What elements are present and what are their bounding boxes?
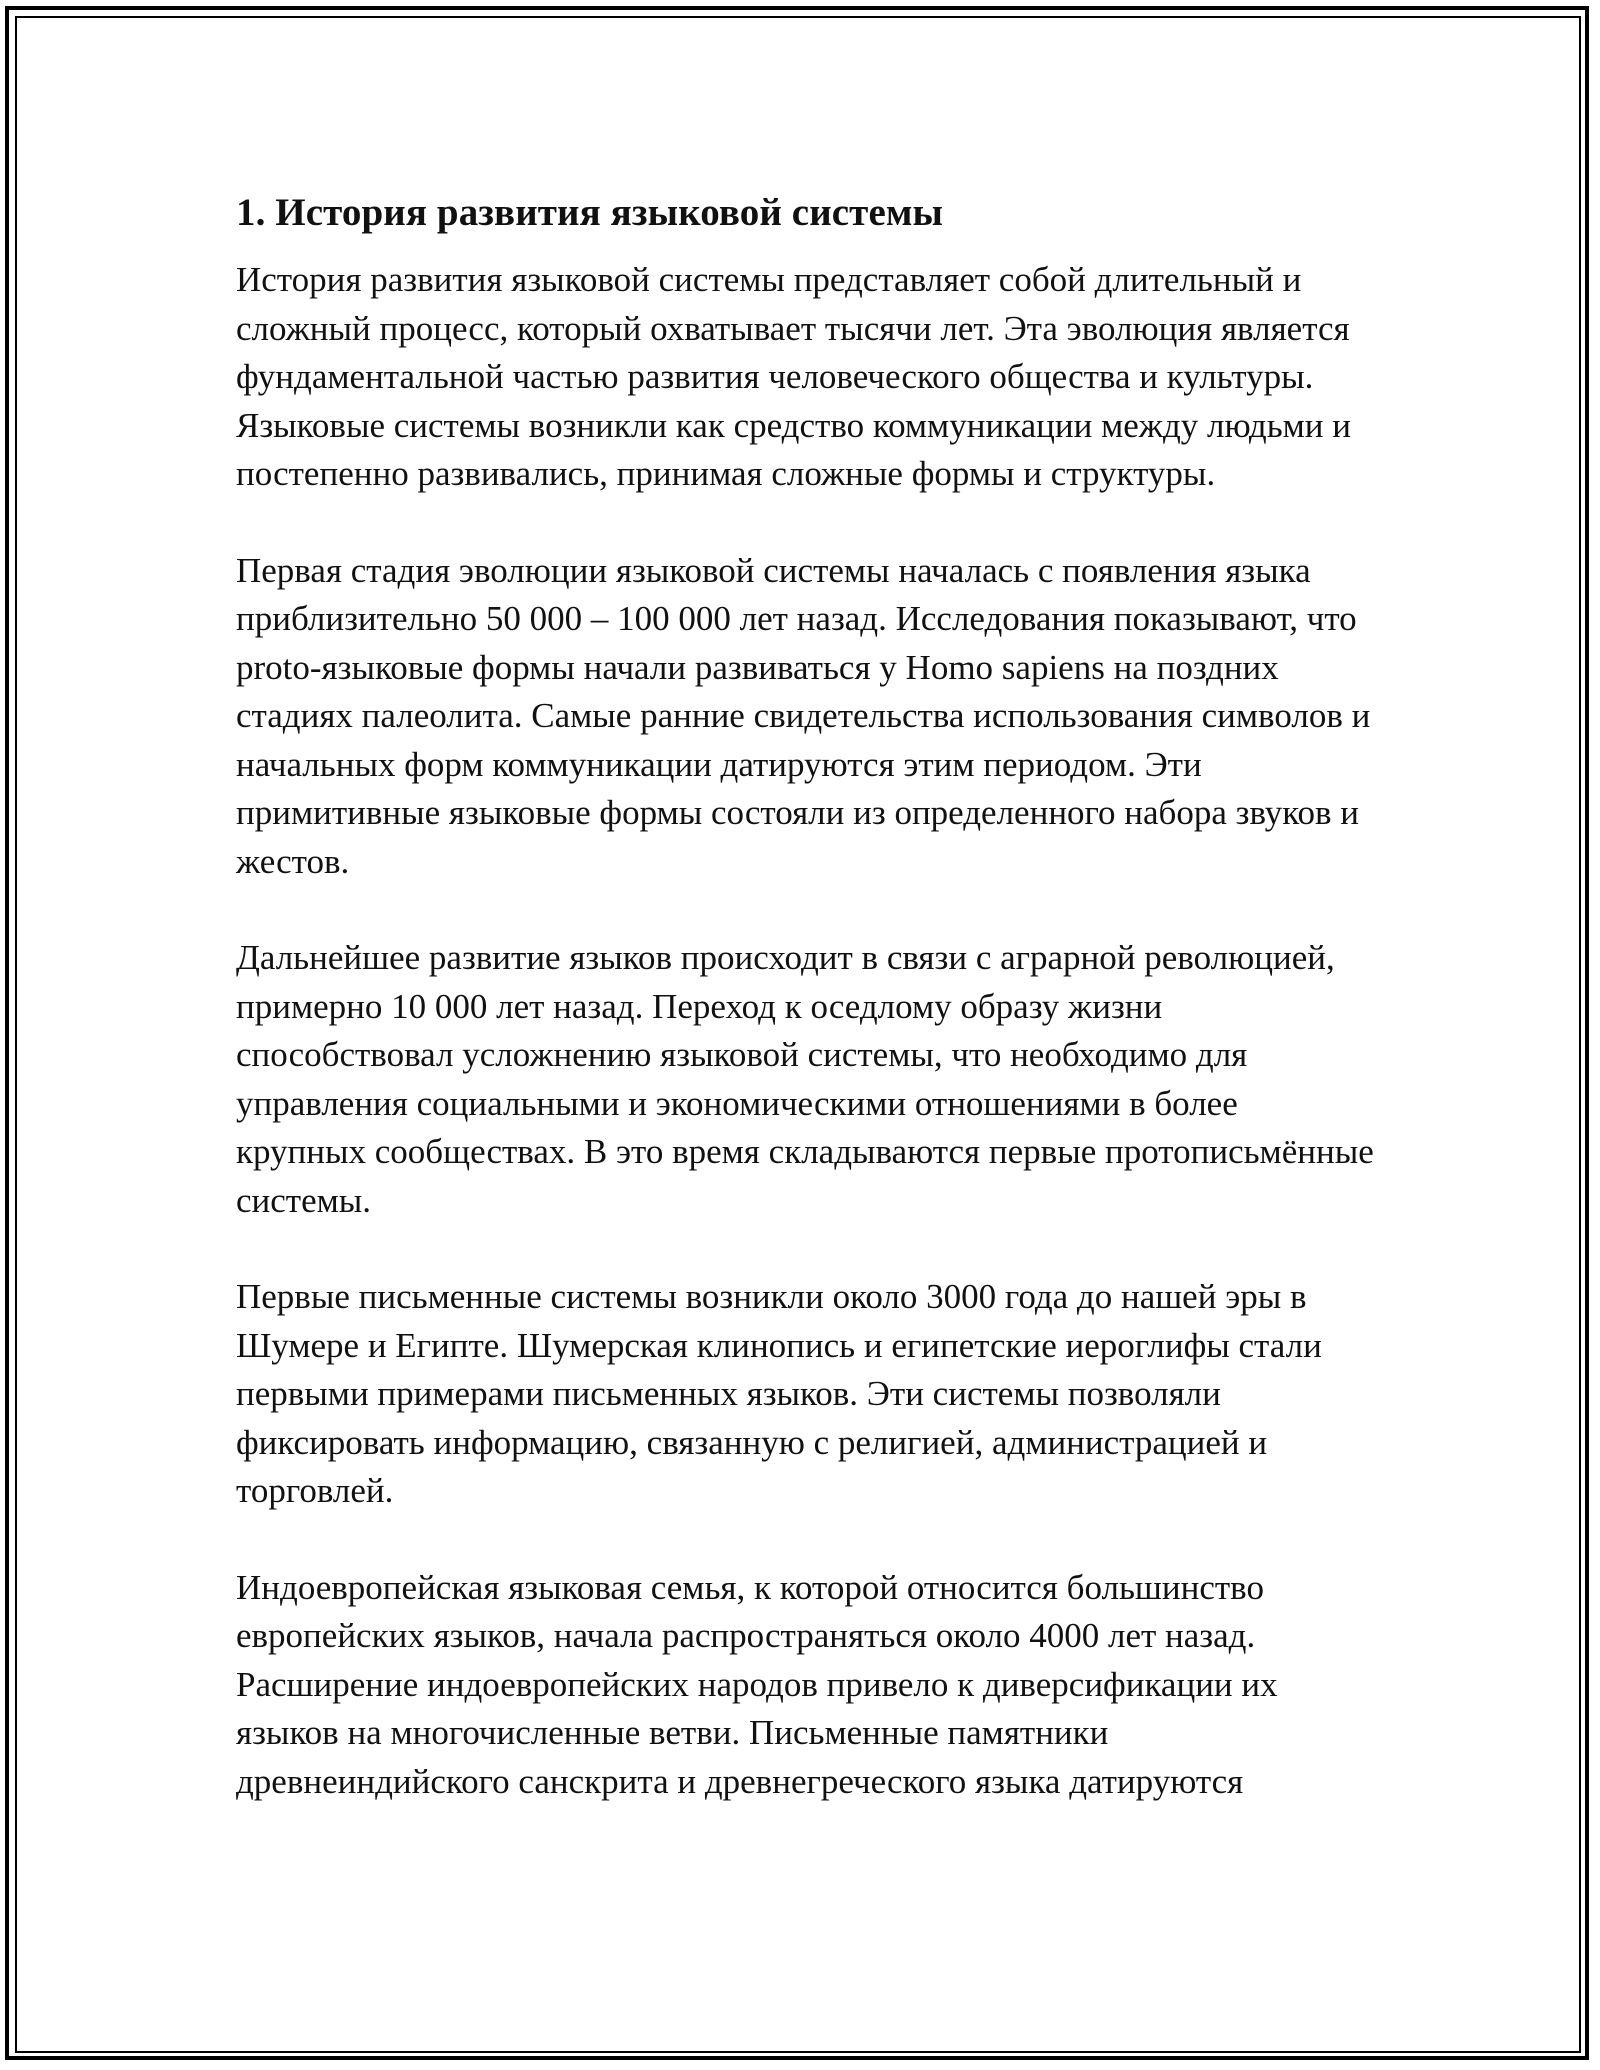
section-heading: 1. История развития языковой системы xyxy=(236,191,944,234)
paragraph-4: Первые письменные системы возникли около 3000 года до нашей эры в Шумере и Египте. Шумерская клинопись и египетские иероглифы стали первыми примерами письменных языков. Эти системы позволяли фиксировать информацию, связанную с религией, администрацией и торговлей. xyxy=(236,1277,1322,1510)
paragraph-2: Первая стадия эволюции языковой системы началась с появления языка приблизительно 50 000 – 100 000 лет назад. Исследования показывают, что proto-языковые формы начали развиваться у Homo sapiens на поздних стадиях палеолита. Самые ранние свидетельства использования символов и начальных форм коммуникации датируются этим периодом. Эти примитивные языковые формы состояли из определенного набора звуков и жестов. xyxy=(236,550,1371,881)
paragraph-1: История развития языковой системы представляет собой длительный и сложный процесс, который охватывает тысячи лет. Эта эволюция является фундаментальной частью развития человеческого общества и культуры. Языковые системы возникли как средство коммуникации между людьми и постепенно развивались, принимая сложные формы и структуры. xyxy=(236,260,1352,493)
paragraph-3: Дальнейшее развитие языков происходит в связи с аграрной революцией, примерно 10 000 лет назад. Переход к оседлому образу жизни способствовал усложнению языковой системы, что необходимо для управления социальными и экономическими отношениями в более крупных сообществах. В это время складываются первые протописьмённые системы. xyxy=(236,938,1374,1220)
paragraph-5: Индоевропейская языковая семья, к которой относится большинство европейских языков, начала распространяться около 4000 лет назад. Расширение индоевропейских народов привело к диверсификации их языков на многочисленные ветви. Письменные памятники древнеиндийского санскрита и древнегреческого языка датируются xyxy=(236,1567,1278,1801)
document-body xyxy=(236,186,1376,1806)
